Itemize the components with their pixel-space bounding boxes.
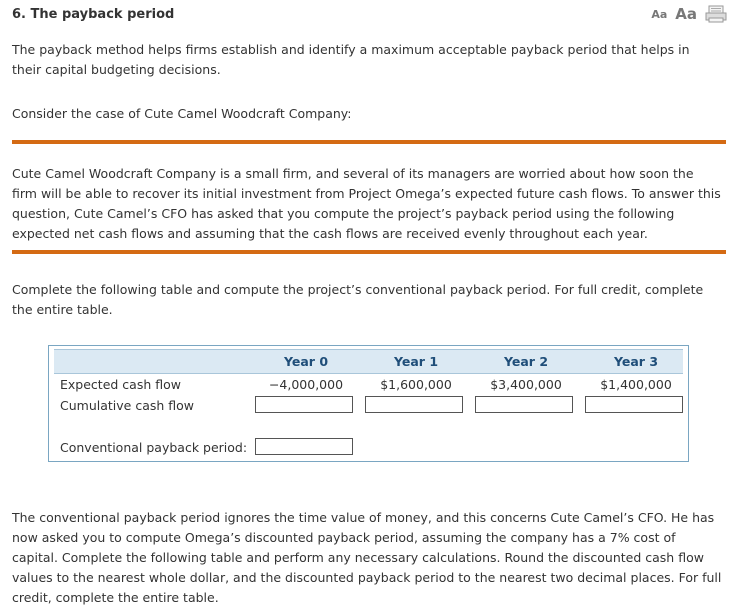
- cumulative-year-3-input[interactable]: [585, 396, 683, 413]
- discounted-payback-paragraph: The conventional payback period ignores the time value of money, and this concerns Cute Camel’s CFO. He has now asked you to compute Omega’s discounted payback period, assuming the company has a 7% cost of capital. Complete the following table and perform any necessary calculations. Round the discounted cash flow values to the nearest whole dollar, and the discounted payback period to the nearest two decimal places. For full credit, complete the entire table.: [12, 510, 722, 605]
- payback-period-label: Conventional payback period:: [60, 440, 248, 455]
- case-intro: Consider the case of Cute Camel Woodcraft Company:: [12, 106, 352, 121]
- header-year-2: Year 2: [503, 354, 549, 369]
- cumulative-year-2-input[interactable]: [475, 396, 573, 413]
- header-year-1: Year 1: [393, 354, 439, 369]
- cumulative-cash-flow-label: Cumulative cash flow: [60, 398, 195, 413]
- header-year-0: Year 0: [283, 354, 329, 369]
- expected-cash-flow-label: Expected cash flow: [60, 377, 181, 392]
- expected-year-2: $3,400,000: [490, 377, 562, 392]
- font-size-large-button[interactable]: Aa: [675, 5, 697, 23]
- header-year-3: Year 3: [613, 354, 659, 369]
- cash-flow-table: [48, 345, 689, 462]
- cumulative-year-1-input[interactable]: [365, 396, 463, 413]
- toolbar: [651, 5, 727, 23]
- scenario-text: Cute Camel Woodcraft Company is a small firm, and several of its managers are worried about how soon the firm will be able to recover its initial investment from Project Omega’s expected future cash flows. To answer this question, Cute Camel’s CFO has asked that you compute the project’s payback period using the following expected net cash flows and assuming that the cash flows are received evenly throughout each year.: [12, 166, 721, 241]
- expected-year-0: −4,000,000: [268, 377, 344, 392]
- expected-year-3: $1,400,000: [600, 377, 672, 392]
- divider-top: [12, 140, 726, 144]
- table-instruction: Complete the following table and compute the project’s conventional payback period. For full credit, complete the entire table.: [12, 282, 704, 317]
- intro-paragraph: The payback method helps firms establish and identify a maximum acceptable payback period that helps in their capital budgeting decisions.: [12, 42, 690, 77]
- question-title: 6. The payback period: [12, 7, 175, 22]
- font-size-small-button[interactable]: Aa: [651, 7, 668, 21]
- divider-bottom: [12, 250, 726, 254]
- payback-period-input[interactable]: [255, 438, 353, 455]
- expected-year-1: $1,600,000: [380, 377, 452, 392]
- cumulative-year-0-input[interactable]: [255, 396, 353, 413]
- print-icon[interactable]: [705, 5, 727, 23]
